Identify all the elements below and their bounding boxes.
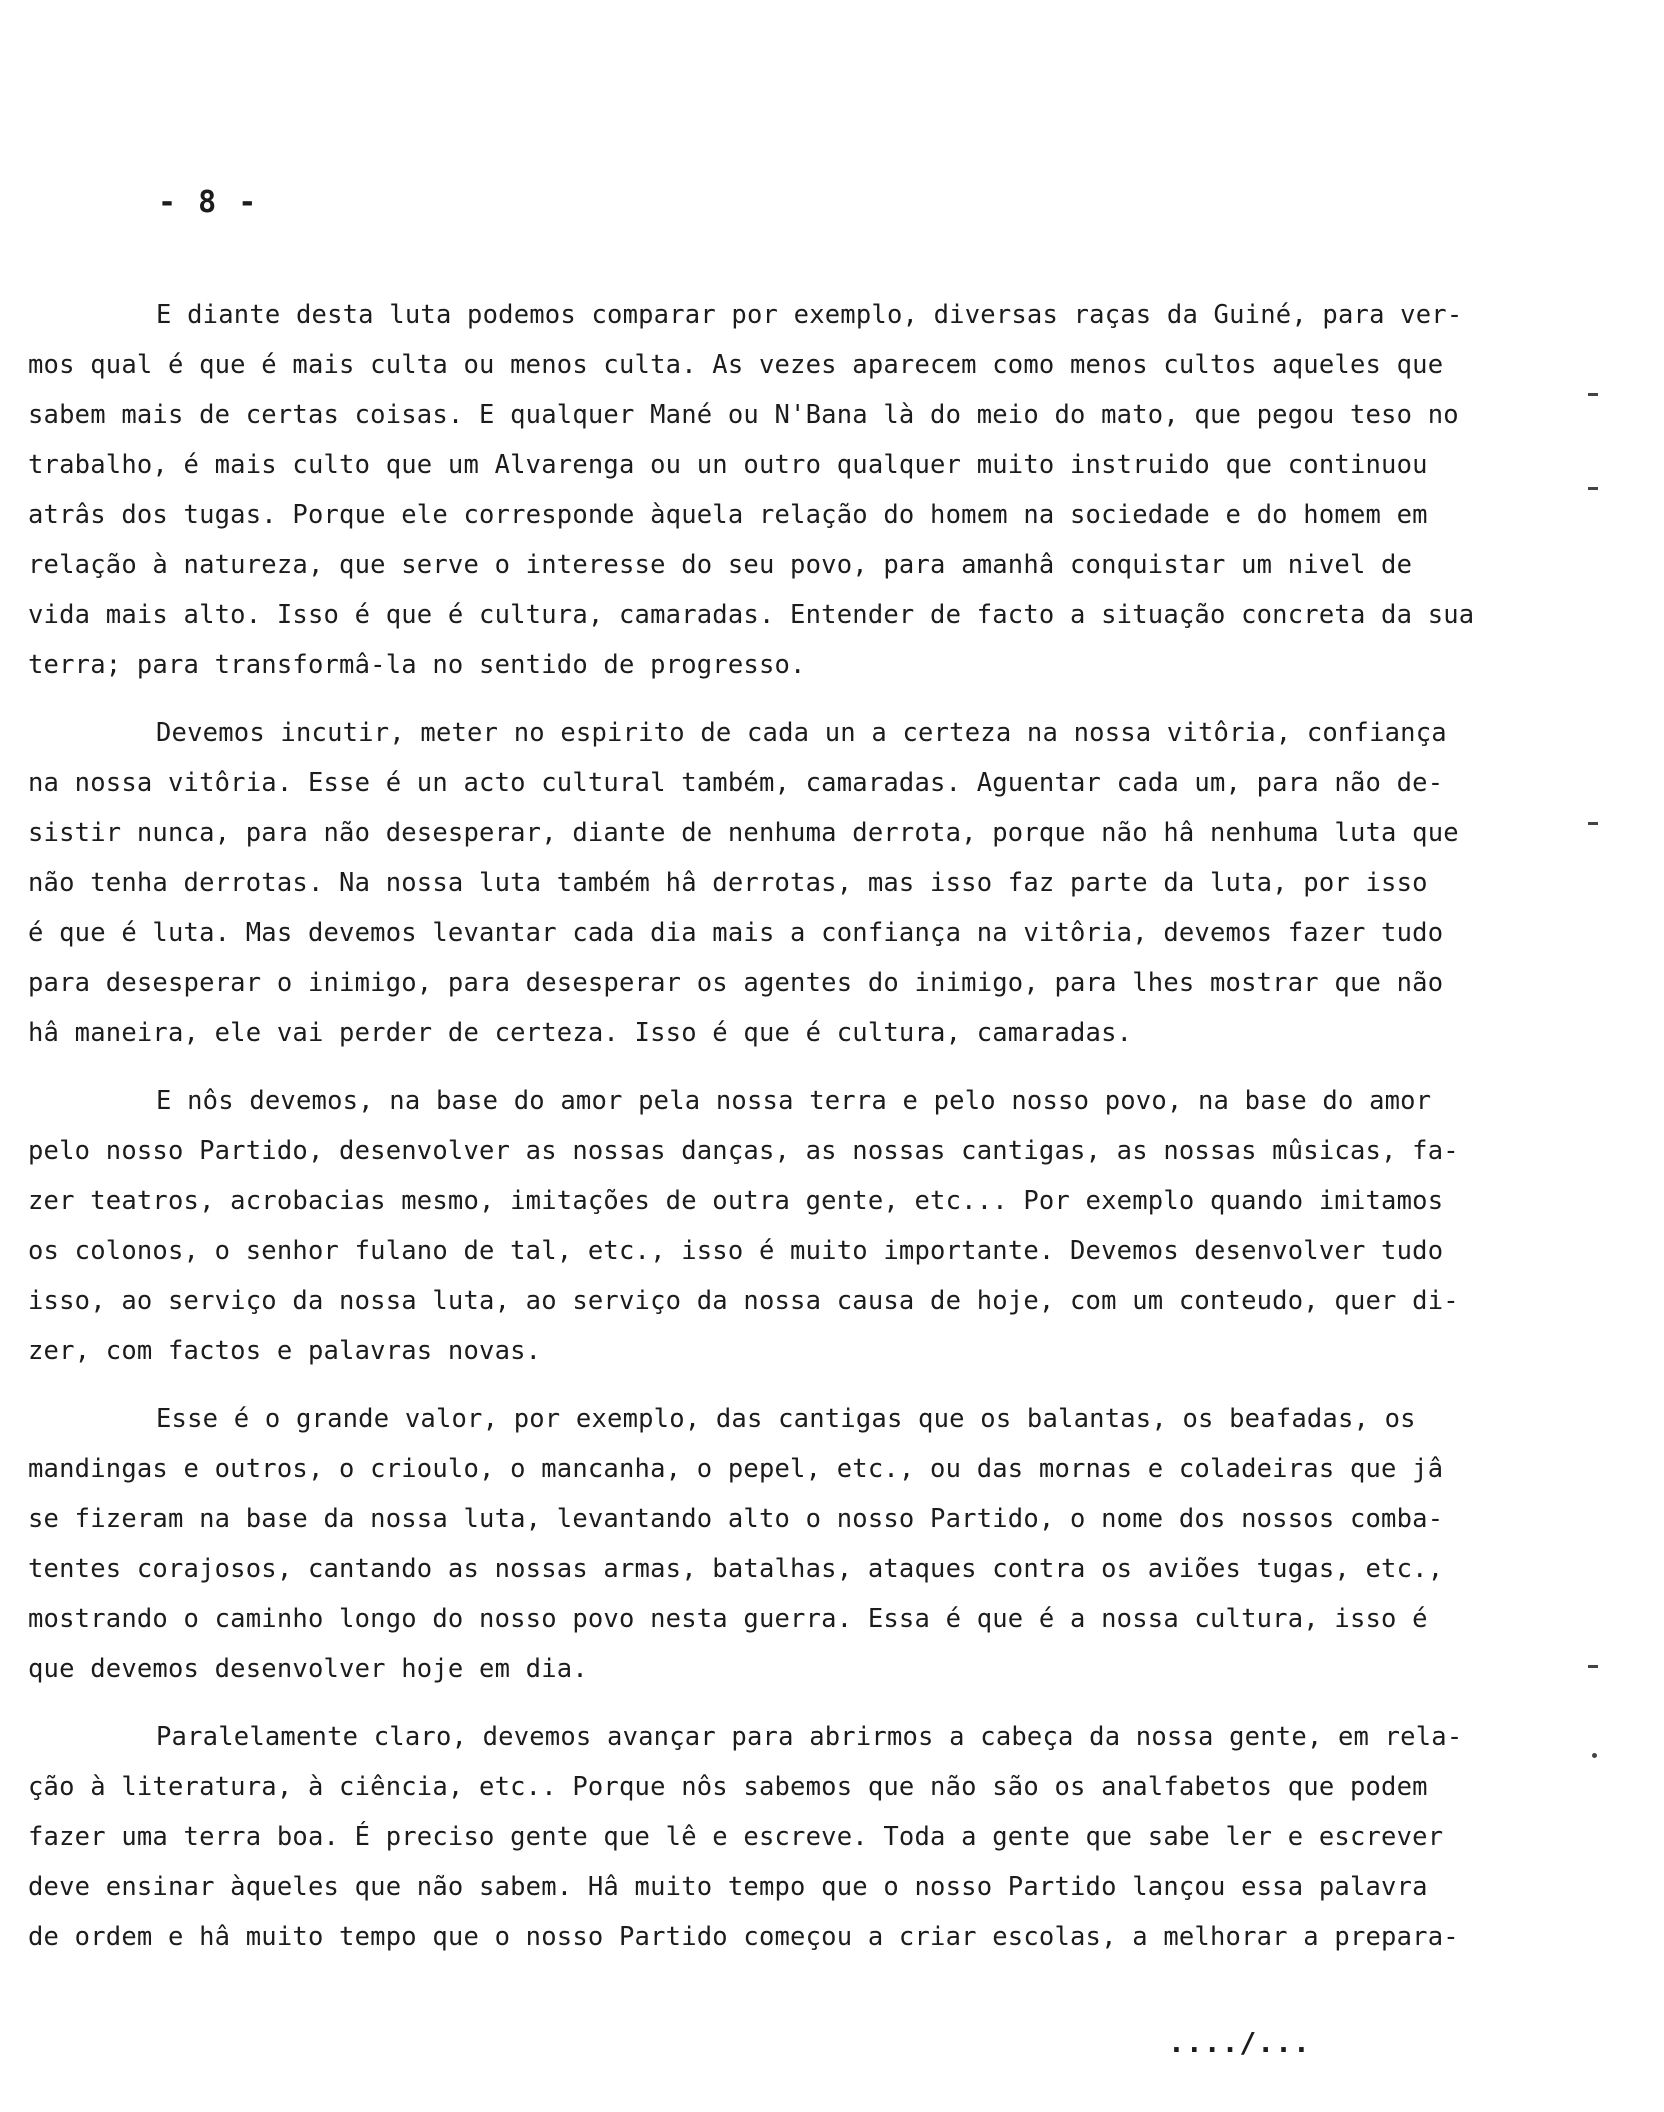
text-line: atrâs dos tugas. Porque ele corresponde àquela relação do homem na sociedade e do homem em — [28, 500, 1428, 530]
text-line: relação à natureza, que serve o interesse do seu povo, para amanhâ conquistar um nivel de — [28, 550, 1413, 580]
text-line: E nôs devemos, na base do amor pela nossa terra e pelo nosso povo, na base do amor — [156, 1086, 1432, 1116]
paragraph-4 — [28, 1394, 1488, 1694]
scan-speck — [1588, 487, 1598, 490]
text-line: zer, com factos e palavras novas. — [28, 1336, 542, 1366]
text-line: Devemos incutir, meter no espirito de cada un a certeza na nossa vitôria, confiança — [156, 718, 1447, 748]
text-line: é que é luta. Mas devemos levantar cada dia mais a confiança na vitôria, devemos fazer tudo — [28, 918, 1444, 948]
text-line: mos qual é que é mais culta ou menos culta. As vezes aparecem como menos cultos aqueles que — [28, 350, 1444, 380]
text-line: isso, ao serviço da nossa luta, ao serviço da nossa causa de hoje, com um conteudo, quer di- — [28, 1286, 1459, 1316]
paragraph-1 — [28, 290, 1488, 690]
paragraph-2 — [28, 708, 1488, 1058]
text-line: para desesperar o inimigo, para desesperar os agentes do inimigo, para lhes mostrar que não — [28, 968, 1444, 998]
text-line: terra; para transformâ-la no sentido de progresso. — [28, 650, 806, 680]
text-line: deve ensinar àqueles que não sabem. Hâ muito tempo que o nosso Partido lançou essa palavra — [28, 1872, 1428, 1902]
scan-speck — [1588, 393, 1598, 396]
page-number: - 8 - — [158, 185, 259, 220]
paragraph-5 — [28, 1712, 1488, 1962]
text-line: hâ maneira, ele vai perder de certeza. Isso é que é cultura, camaradas. — [28, 1018, 1133, 1048]
text-line: vida mais alto. Isso é que é cultura, camaradas. Entender de facto a situação concreta da sua — [28, 600, 1475, 630]
scan-speck — [1588, 1665, 1598, 1668]
continuation-mark: ..../... — [1168, 2026, 1311, 2059]
text-line: trabalho, é mais culto que um Alvarenga ou un outro qualquer muito instruido que continuou — [28, 450, 1428, 480]
text-line: que devemos desenvolver hoje em dia. — [28, 1654, 588, 1684]
scan-speck — [1588, 822, 1598, 825]
text-line: sistir nunca, para não desesperar, diante de nenhuma derrota, porque não hâ nenhuma luta que — [28, 818, 1459, 848]
body-text — [28, 290, 1488, 1980]
text-line: tentes corajosos, cantando as nossas armas, batalhas, ataques contra os aviões tugas, etc., — [28, 1554, 1444, 1584]
text-line: ção à literatura, à ciência, etc.. Porque nôs sabemos que não são os analfabetos que podem — [28, 1772, 1428, 1802]
text-line: não tenha derrotas. Na nossa luta também hâ derrotas, mas isso faz parte da luta, por isso — [28, 868, 1428, 898]
text-line: zer teatros, acrobacias mesmo, imitações de outra gente, etc... Por exemplo quando imitamos — [28, 1186, 1444, 1216]
text-line: os colonos, o senhor fulano de tal, etc., isso é muito importante. Devemos desenvolver tudo — [28, 1236, 1444, 1266]
text-line: fazer uma terra boa. É preciso gente que lê e escreve. Toda a gente que sabe ler e escrever — [28, 1822, 1444, 1852]
text-line: mandingas e outros, o crioulo, o mancanha, o pepel, etc., ou das mornas e coladeiras que jâ — [28, 1454, 1444, 1484]
text-line: mostrando o caminho longo do nosso povo nesta guerra. Essa é que é a nossa cultura, isso é — [28, 1604, 1428, 1634]
text-line: sabem mais de certas coisas. E qualquer Mané ou N'Bana là do meio do mato, que pegou teso no — [28, 400, 1459, 430]
text-line: de ordem e hâ muito tempo que o nosso Partido começou a criar escolas, a melhorar a prepara- — [28, 1922, 1459, 1952]
text-line: se fizeram na base da nossa luta, levantando alto o nosso Partido, o nome dos nossos comba- — [28, 1504, 1444, 1534]
text-line: pelo nosso Partido, desenvolver as nossas danças, as nossas cantigas, as nossas mûsicas, fa- — [28, 1136, 1459, 1166]
text-line: Paralelamente claro, devemos avançar para abrirmos a cabeça da nossa gente, em rela- — [156, 1722, 1463, 1752]
text-line: Esse é o grande valor, por exemplo, das cantigas que os balantas, os beafadas, os — [156, 1404, 1416, 1434]
scan-speck — [1592, 1753, 1597, 1758]
paragraph-3 — [28, 1076, 1488, 1376]
text-line: na nossa vitôria. Esse é un acto cultural também, camaradas. Aguentar cada um, para não de- — [28, 768, 1444, 798]
text-line: E diante desta luta podemos comparar por exemplo, diversas raças da Guiné, para ver- — [156, 300, 1463, 330]
